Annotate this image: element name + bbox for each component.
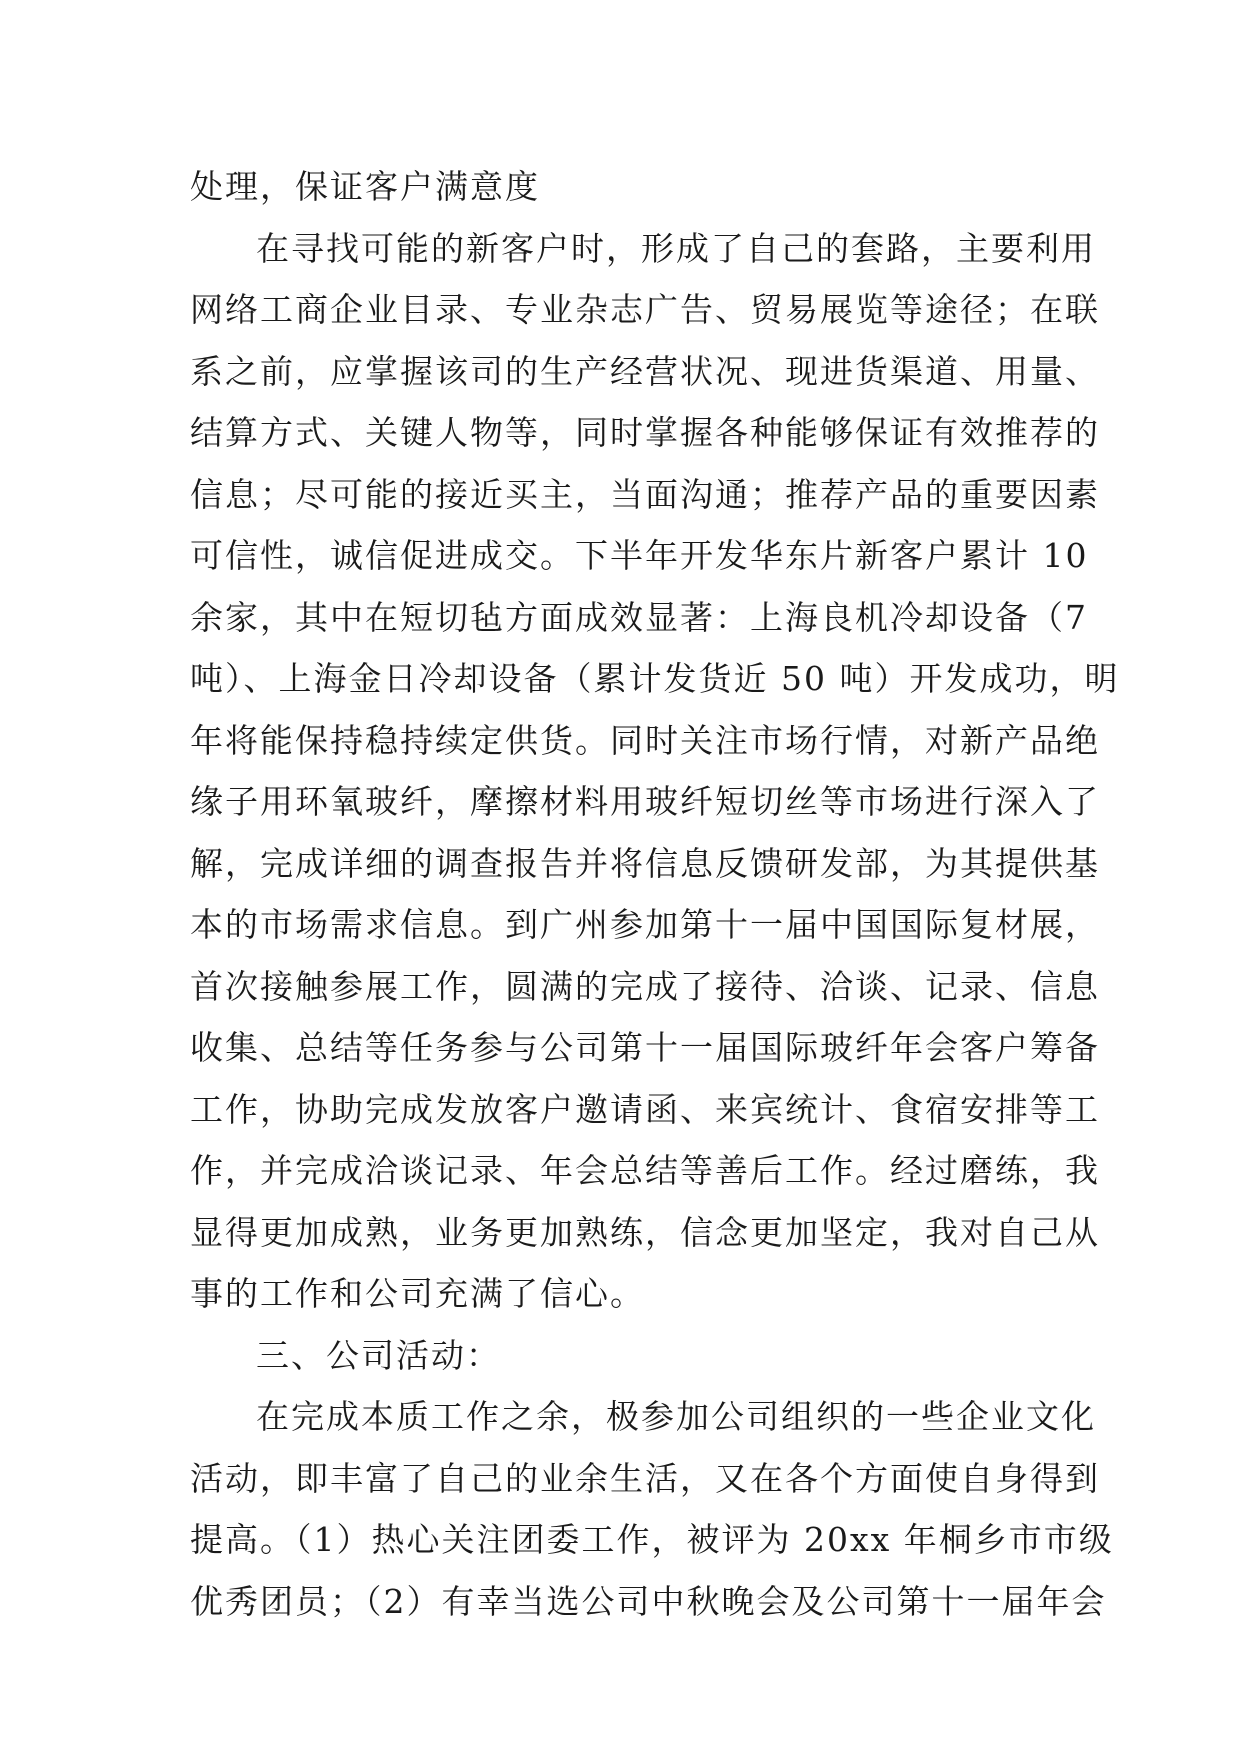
paragraph-start-line: 在完成本质工作之余，极参加公司组织的一些企业文化 [256,1397,1096,1436]
text-line: 首次接触参展工作，圆满的完成了接待、洽谈、记录、信息 [190,966,1100,1006]
text-line: 余家，其中在短切毡方面成效显著：上海良机冷却设备（7 [190,597,1088,637]
text-line: 缘子用环氧玻纤，摩擦材料用玻纤短切丝等市场进行深入了 [190,782,1100,821]
text-line: 吨）、上海金日冷却设备（累计发货近 50 吨）开发成功，明 [190,659,1120,698]
text-line: 系之前，应掌握该司的生产经营状况、现进货渠道、用量、 [190,351,1100,391]
text-line: 优秀团员；（2）有幸当选公司中秋晚会及公司第十一届年会 [190,1581,1107,1621]
text-line: 本的市场需求信息。到广州参加第十一届中国国际复材展， [190,905,1100,944]
text-line: 年将能保持稳持续定供货。同时关注市场行情，对新产品绝 [190,720,1100,760]
text-line: 收集、总结等任务参与公司第十一届国际玻纤年会客户筹备 [190,1028,1100,1067]
text-line: 事的工作和公司充满了信心。 [190,1274,645,1313]
text-line: 处理，保证客户满意度 [190,167,540,206]
text-line: 活动，即丰富了自己的业余生活，又在各个方面使自身得到 [190,1458,1100,1498]
text-line: 可信性，诚信促进成交。下半年开发华东片新客户累计 10 [190,536,1089,575]
text-line: 解，完成详细的调查报告并将信息反馈研发部，为其提供基 [190,843,1100,883]
text-line: 工作，协助完成发放客户邀请函、来宾统计、食宿安排等工 [190,1089,1100,1129]
text-line: 显得更加成熟，业务更加熟练，信念更加坚定，我对自己从 [190,1212,1100,1252]
text-line: 信息；尽可能的接近买主，当面沟通；推荐产品的重要因素 [190,474,1100,514]
section-heading: 三、公司活动： [256,1335,501,1375]
text-line: 网络工商企业目录、专业杂志广告、贸易展览等途径；在联 [190,290,1100,329]
text-line: 提高。（1）热心关注团委工作，被评为 20xx 年桐乡市市级 [190,1520,1114,1559]
text-line: 结算方式、关键人物等，同时掌握各种能够保证有效推荐的 [190,413,1100,452]
paragraph-start-line: 在寻找可能的新客户时，形成了自己的套路，主要利用 [256,228,1096,268]
text-line: 作，并完成洽谈记录、年会总结等善后工作。经过磨练，我 [190,1151,1100,1190]
document-body [190,156,1120,1632]
